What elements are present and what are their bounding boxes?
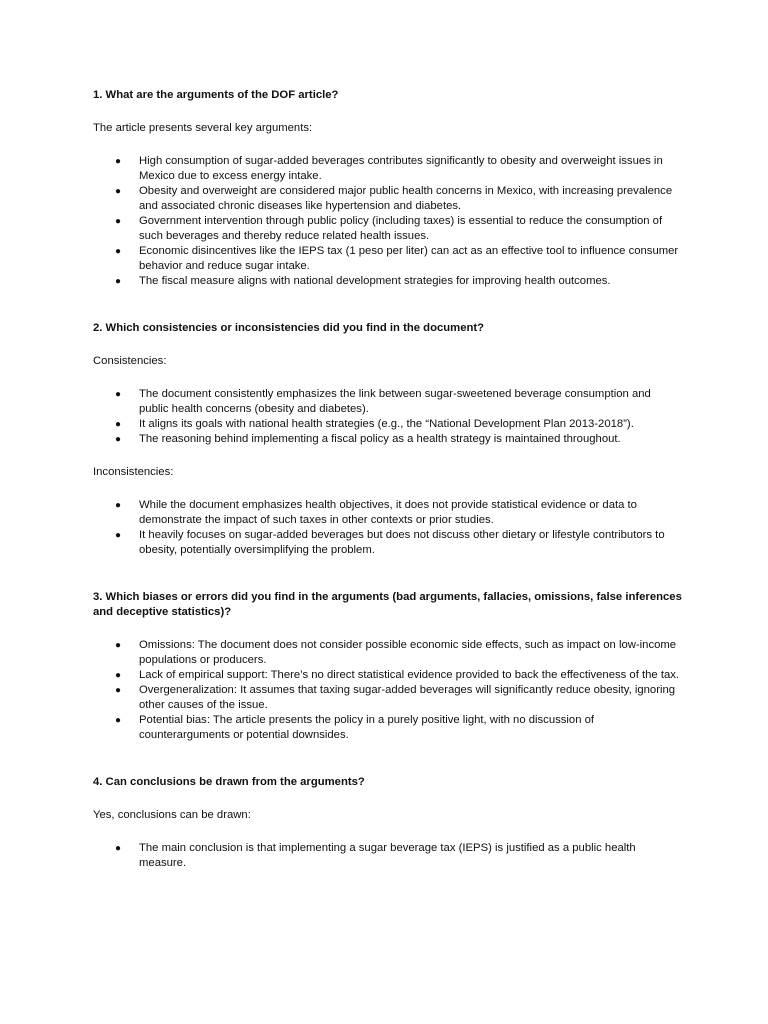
- list-item: ● The document consistently emphasizes the link between sugar-sweetened beverage consumption and public health concerns (obesity and diabetes).: [115, 388, 651, 415]
- bullet-list: [93, 638, 683, 743]
- bullet-icon: ●: [115, 670, 122, 681]
- section-1: [93, 88, 683, 289]
- list-item: ● Economic disincentives like the IEPS tax (1 peso per liter) can act as an effective tool to influence consumer behavior and reduce sugar intake.: [115, 245, 679, 272]
- section-heading: 1. What are the arguments of the DOF article?: [93, 89, 339, 101]
- bullet-icon: ●: [115, 530, 122, 541]
- bullet-icon: ●: [115, 685, 122, 696]
- section-heading: 4. Can conclusions be drawn from the arguments?: [93, 776, 365, 788]
- bullet-icon: ●: [115, 419, 122, 430]
- section-intro: Yes, conclusions can be drawn:: [93, 809, 251, 821]
- section-heading: 2. Which consistencies or inconsistencies did you find in the document?: [93, 322, 485, 334]
- list-item: ● It aligns its goals with national health strategies (e.g., the “National Development Plan 2013-2018”).: [115, 418, 634, 430]
- bullet-icon: ●: [115, 843, 122, 854]
- list-item: ● While the document emphasizes health objectives, it does not provide statistical evidence or data to demonstrate the impact of such taxes in other contexts or prior studies.: [115, 499, 637, 526]
- bullet-icon: ●: [115, 216, 122, 227]
- section-3: [93, 590, 683, 743]
- bullet-icon: ●: [115, 246, 122, 257]
- section-2: [93, 321, 683, 558]
- list-item: ● Obesity and overweight are considered major public health concerns in Mexico, with increasing prevalence and associated chronic diseases like hypertension and diabetes.: [115, 185, 673, 212]
- list-item: ● The fiscal measure aligns with national development strategies for improving health outcomes.: [115, 275, 611, 287]
- bullet-icon: ●: [115, 500, 122, 511]
- list-item: ● Lack of empirical support: There’s no direct statistical evidence provided to back the effectiveness of the tax.: [115, 669, 680, 681]
- section-heading: 3. Which biases or errors did you find in the arguments (bad arguments, fallacies, omissions, false inferences and deceptive statistics)?: [93, 591, 682, 618]
- section-4: [93, 775, 683, 871]
- list-item: ● High consumption of sugar-added beverages contributes significantly to obesity and overweight issues in Mexico due to excess energy intake.: [115, 155, 663, 182]
- document-body: [93, 88, 683, 871]
- subsection-label-inconsistencies: Inconsistencies:: [93, 466, 174, 478]
- bullet-icon: ●: [115, 715, 122, 726]
- list-item: ● The main conclusion is that implementing a sugar beverage tax (IEPS) is justified as a public health measure.: [115, 842, 636, 869]
- section-intro: The article presents several key arguments:: [93, 122, 313, 134]
- list-item: ● It heavily focuses on sugar-added beverages but does not discuss other dietary or lifestyle contributors to obesity, potentially oversimplifying the problem.: [115, 529, 665, 556]
- list-item: ● Overgeneralization: It assumes that taxing sugar-added beverages will significantly reduce obesity, ignoring other causes of the issue.: [115, 684, 676, 711]
- bullet-list: [93, 154, 683, 289]
- list-item: ● Potential bias: The article presents the policy in a purely positive light, with no discussion of counterarguments or potential downsides.: [115, 714, 595, 741]
- bullet-icon: ●: [115, 640, 122, 651]
- bullet-icon: ●: [115, 434, 122, 445]
- bullet-icon: ●: [115, 156, 122, 167]
- subsection-label-consistencies: Consistencies:: [93, 355, 167, 367]
- bullet-list: [93, 841, 683, 871]
- bullet-icon: ●: [115, 186, 122, 197]
- list-item: ● Government intervention through public policy (including taxes) is essential to reduce the consumption of such beverages and thereby reduce related health issues.: [115, 215, 663, 242]
- list-item: ● Omissions: The document does not consider possible economic side effects, such as impact on low-income populations or producers.: [115, 639, 677, 666]
- bullet-list: [93, 498, 683, 558]
- bullet-icon: ●: [115, 389, 122, 400]
- bullet-icon: ●: [115, 276, 122, 287]
- list-item: ● The reasoning behind implementing a fiscal policy as a health strategy is maintained throughout.: [115, 433, 621, 445]
- bullet-list: [93, 387, 683, 447]
